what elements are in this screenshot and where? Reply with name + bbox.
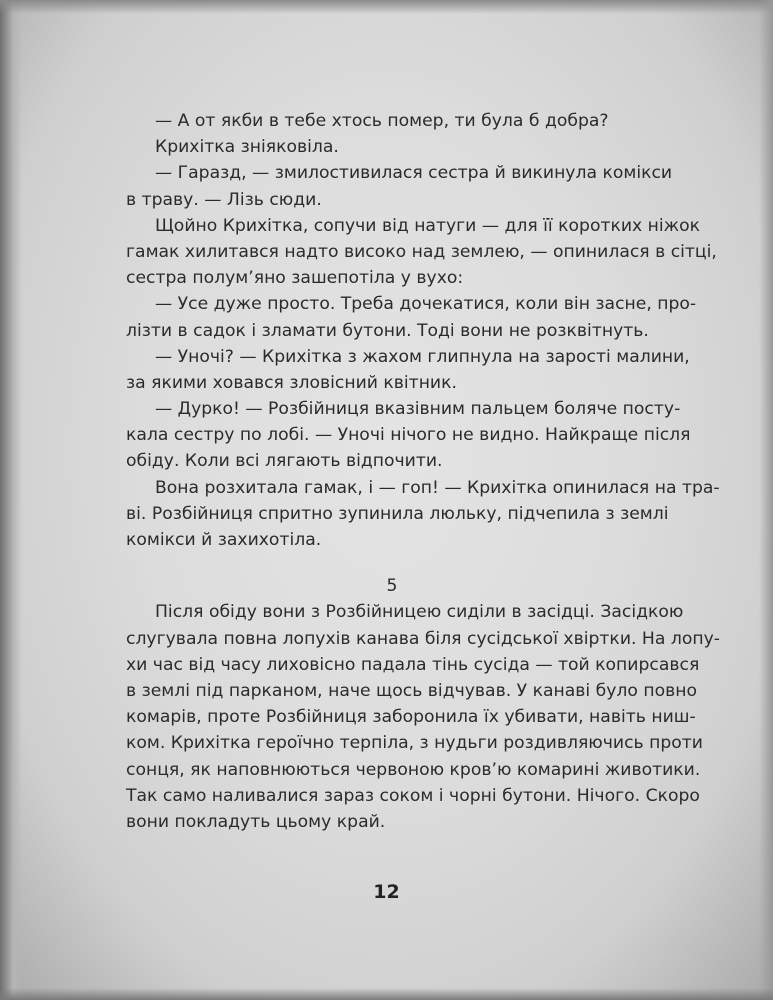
text-line: ком. Крихітка героїчно терпіла, з нудьги роздивляючись проти (126, 733, 703, 754)
chapter-number: 5 (386, 576, 398, 597)
text-line: Щойно Крихітка, сопучи від натуги — для її коротких ніжок (155, 215, 701, 236)
text-line: вони покладуть цьому край. (126, 811, 386, 832)
text-line: Вона розхитала гамак, і — гоп! — Крихітка опинилася на тра- (155, 477, 720, 498)
text-line: — А от якби в тебе хтось помер, ти була б добра? (155, 111, 609, 131)
page-body (126, 108, 720, 835)
text-line: — Уночі? — Крихітка з жахом глипнула на зарості малини, (155, 346, 690, 367)
text-line: слугувала повна лопухів канава біля сусідської хвіртки. На лопу- (126, 628, 720, 649)
paper-edge-left (0, 0, 22, 1000)
section-2 (126, 599, 720, 835)
text-line: обіду. Коли всі лягають відпочити. (126, 451, 443, 472)
text-line: — Дурко! — Розбійниця вказівним пальцем боляче посту- (155, 399, 681, 420)
text-line: — Гаразд, — змилостивилася сестра й викинула комікси (155, 163, 673, 184)
text-line: гамак хилитався надто високо над землею, — опинилася в сітці, (126, 241, 717, 262)
text-line: в траву. — Лізь сюди. (126, 189, 322, 210)
text-line: Крихітка зніяковіла. (155, 137, 339, 158)
text-line: Так само наливалися зараз соком і чорні бутони. Нічого. Скоро (126, 785, 700, 806)
text-line: комікси й захихотіла. (126, 530, 322, 550)
text-line: в землі під парканом, наче щось відчував. У канаві було повно (126, 680, 697, 701)
paper-edge-right (759, 0, 773, 1000)
text-line: за якими ховався зловісний квітник. (126, 372, 457, 393)
text-line: хи час від часу лиховісно падала тінь сусіда — той копирсався (126, 654, 700, 675)
paper-edge-bottom (0, 988, 773, 1000)
text-line: — Усе дуже просто. Треба дочекатися, коли він засне, про- (155, 294, 697, 315)
paper-edge-top (0, 0, 773, 14)
text-line: ві. Розбійниця спритно зупинила люльку, підчепила з землі (126, 503, 669, 524)
section-1 (126, 108, 720, 553)
text-line: кала сестру по лобі. — Уночі нічого не видно. Найкраще після (126, 425, 691, 446)
text-line: сонця, як наповнюються червоною кров’ю комарині животики. (126, 759, 701, 780)
text-line: Після обіду вони з Розбійницею сиділи в засідці. Засідкою (155, 602, 684, 623)
page-number: 12 (373, 881, 400, 903)
text-line: лізти в садок і зламати бутони. Тоді вони не розквітнуть. (126, 320, 649, 341)
text-line: сестра полум’яно зашепотіла у вухо: (126, 268, 464, 289)
text-line: комарів, проте Розбійниця заборонила їх убивати, навіть ниш- (126, 707, 696, 728)
